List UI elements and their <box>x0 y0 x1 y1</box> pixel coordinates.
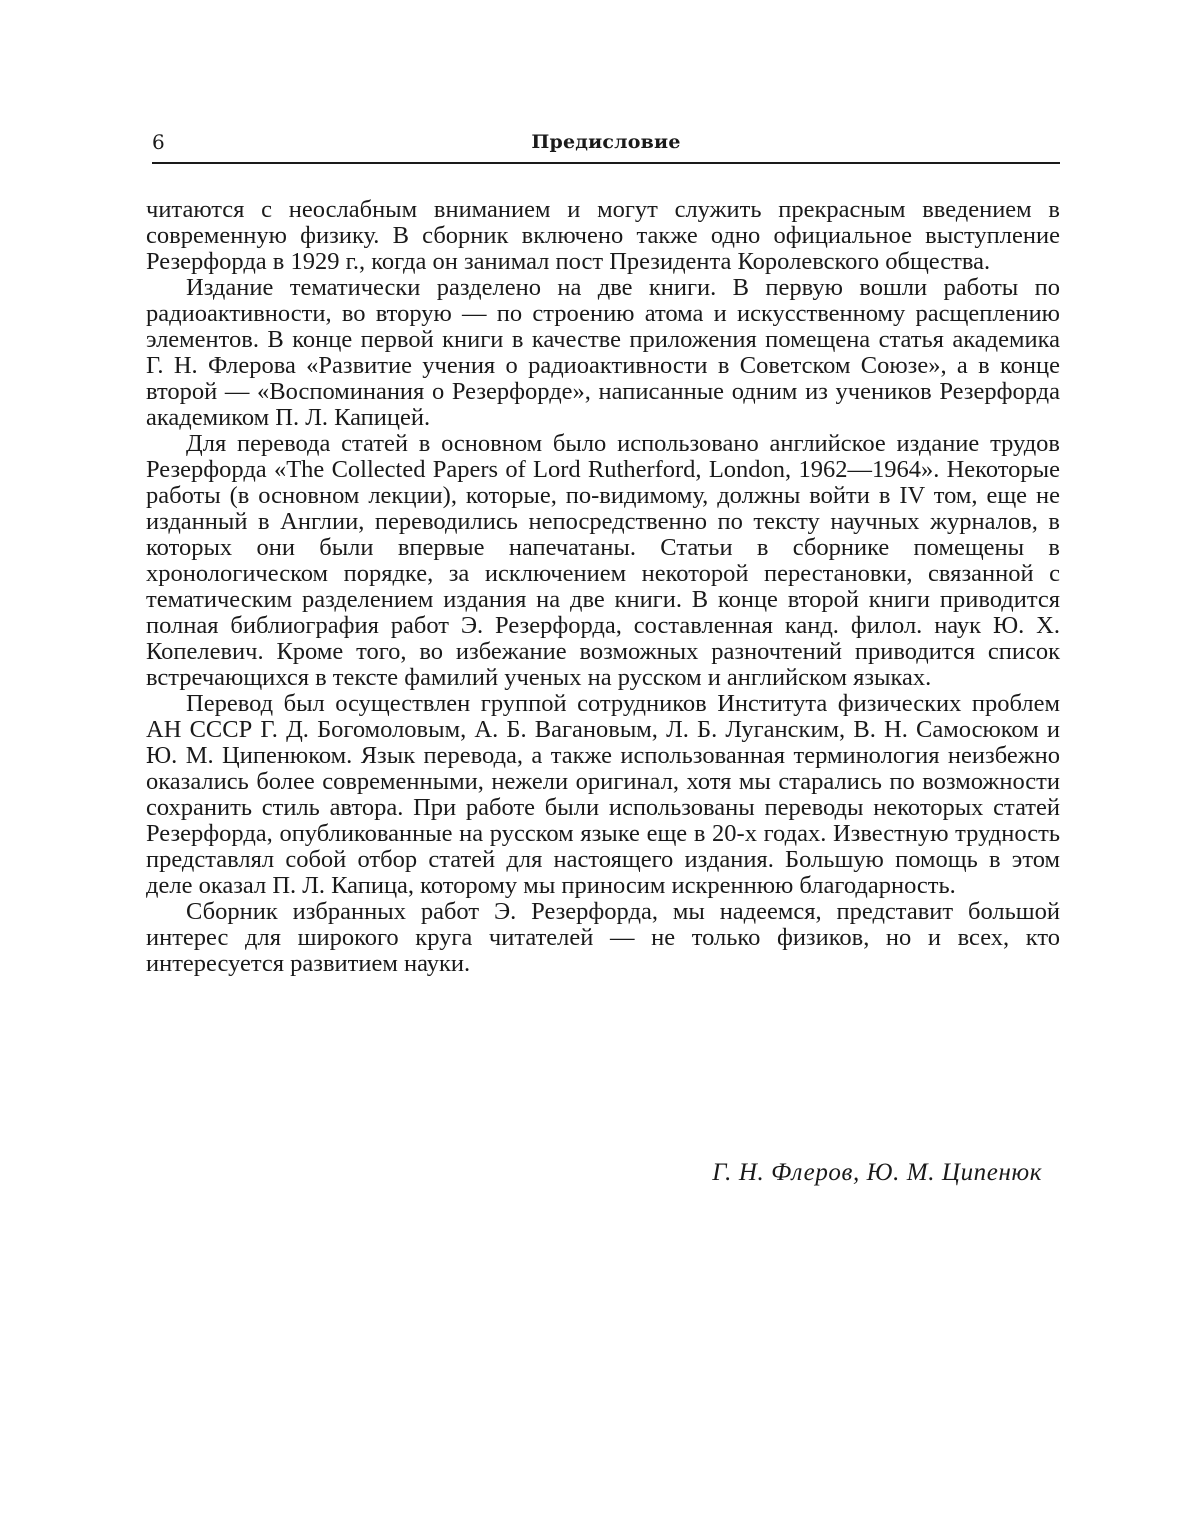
section-title: Предисловие <box>531 131 681 153</box>
running-head <box>152 128 1060 158</box>
paragraph: Сборник избранных работ Э. Резерфорда, мы надеемся, представит большой интерес для широкого круга читателей — не только физиков, но и всех, кто интересуется развитием науки. <box>146 898 1060 977</box>
paragraph: Издание тематически разделено на две книги. В первую вошли работы по радиоактивности, во вторую — по строению атома и искусственному расщеплению элементов. В конце первой книги в качестве приложения помещена статья академика Г. Н. Флерова «Развитие учения о радиоактивности в Советском Союзе», а в конце второй — «Воспоминания о Резерфорде», написанные одним из учеников Резерфорда академиком П. Л. Капицей. <box>146 274 1060 431</box>
body-text <box>146 197 1060 977</box>
signature: Г. Н. Флеров, Ю. М. Ципенюк <box>712 1159 1042 1186</box>
paragraph-continued: читаются с неослабным вниманием и могут служить прекрасным введением в современную физику. В сборник включено также одно официальное выступление Резерфорда в 1929 г., когда он занимал пост Президента Королевского общества. <box>146 196 1060 275</box>
paragraph: Перевод был осуществлен группой сотрудников Института физических проблем АН СССР Г. Д. Богомоловым, А. Б. Вагановым, Л. Б. Луганским, В. Н. Самосюком и Ю. М. Ципенюком. Язык перевода, а также использованная терминология неизбежно оказались более современными, нежели оригинал, хотя мы старались по возможности сохранить стиль автора. При работе были использованы переводы некоторых статей Резерфорда, опубликованные на русском языке еще в 20-х годах. Известную трудность представлял собой отбор статей для настоящего издания. Большую помощь в этом деле оказал П. Л. Капица, которому мы приносим искреннюю благодарность. <box>146 690 1060 899</box>
header-rule <box>152 162 1060 164</box>
page-number: 6 <box>152 130 165 154</box>
paragraph: Для перевода статей в основном было использовано английское издание трудов Резерфорда «The Collected Papers of Lord Rutherford, London, 1962—1964». Некоторые работы (в основном лекции), которые, по-видимому, должны войти в IV том, еще не изданный в Англии, переводились непосредственно по тексту научных журналов, в которых они были впервые напечатаны. Статьи в сборнике помещены в хронологическом порядке, за исключением некоторой перестановки, связанной с тематическим разделением издания на две книги. В конце второй книги приводится полная библиография работ Э. Резерфорда, составленная канд. филол. наук Ю. Х. Копелевич. Кроме того, во избежание возможных разночтений приводится список встречающихся в тексте фамилий ученых на русском и английском языках. <box>146 430 1060 691</box>
